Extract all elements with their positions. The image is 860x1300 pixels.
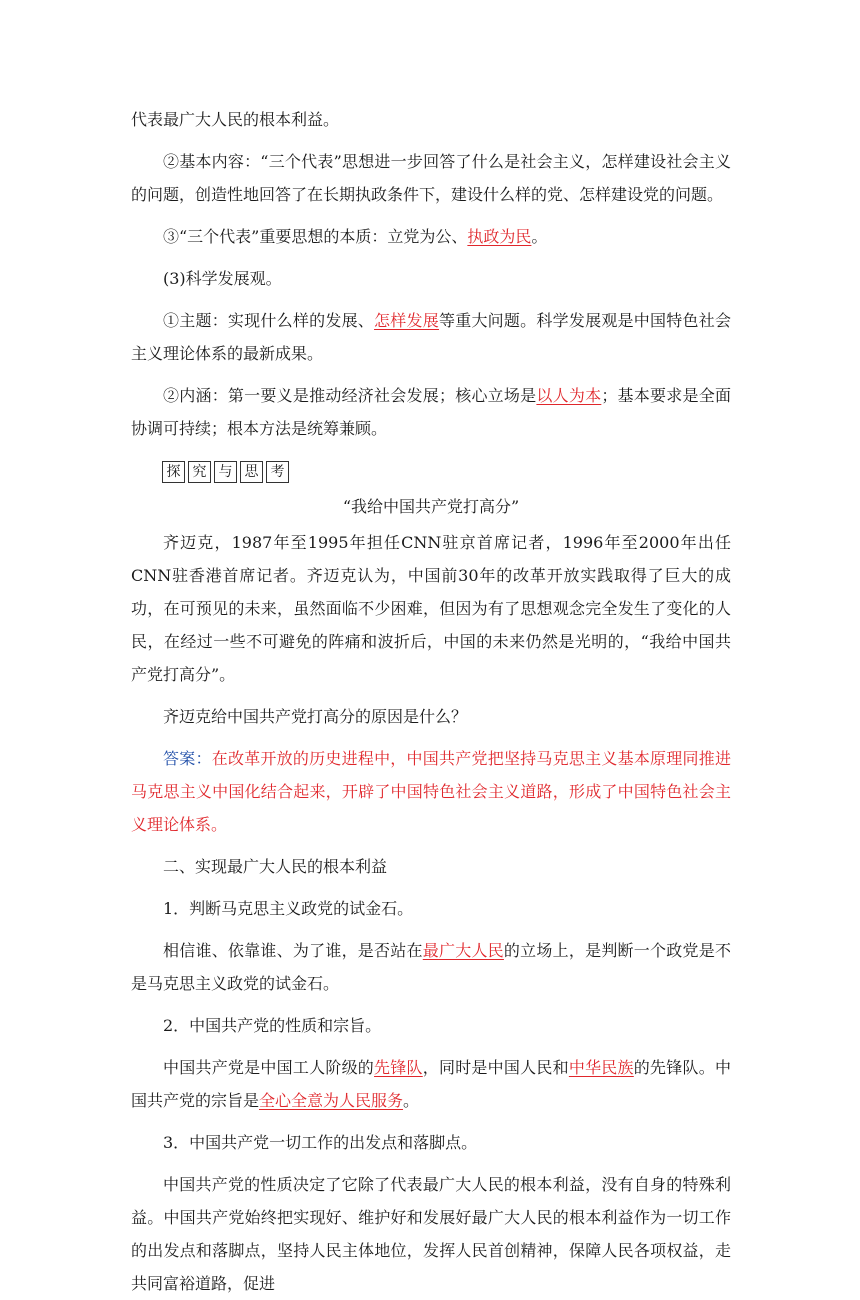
paragraph-theme <box>131 304 731 370</box>
paragraph-basic-content: ②基本内容：“三个代表”思想进一步回答了什么是社会主义，怎样建设社会主义的问题，创造性地回答了在长期执政条件下，建设什么样的党、怎样建设党的问题。 <box>131 152 731 204</box>
text-span: 中国共产党是中国工人阶级的 <box>163 1058 375 1077</box>
label-box: 探 <box>162 461 185 483</box>
label-box: 究 <box>188 461 211 483</box>
answer-label: 答案： <box>163 749 212 768</box>
answer-blank: 执政为民 <box>467 227 532 246</box>
label-box: 考 <box>266 461 289 483</box>
answer-blank: 中华民族 <box>568 1058 634 1077</box>
label-box: 与 <box>214 461 237 483</box>
section-heading: 二、实现最广大人民的根本利益 <box>163 857 388 876</box>
text-span: ③“三个代表”重要思想的本质：立党为公、 <box>163 227 468 246</box>
text-span: ①主题：实现什么样的发展、 <box>163 311 375 330</box>
paragraph-touchstone <box>131 934 731 1000</box>
subheading-starting-point: 3．中国共产党一切工作的出发点和落脚点。 <box>163 1133 478 1152</box>
subheading-nature: 2．中国共产党的性质和宗旨。 <box>163 1016 382 1035</box>
explore-think-label <box>162 454 731 490</box>
case-answer <box>131 742 731 841</box>
text-span: 的先锋队。中国共产党的宗旨是 <box>131 1058 731 1110</box>
text-span: 。 <box>531 227 548 246</box>
answer-blank: 先锋队 <box>374 1058 423 1077</box>
answer-blank: 怎样发展 <box>374 311 439 330</box>
text-span: ②内涵：第一要义是推动经济社会发展；核心立场是 <box>163 386 537 405</box>
paragraph-connotation <box>131 379 731 445</box>
text-span: 相信谁、依靠谁、为了谁，是否站在 <box>163 941 423 960</box>
paragraph-nature <box>131 1051 731 1117</box>
answer-text: 在改革开放的历史进程中，中国共产党把坚持马克思主义基本原理同推进马克思主义中国化结合起来，开辟了中国特色社会主义道路，形成了中国特色社会主义理论体系。 <box>131 749 731 834</box>
subheading-touchstone: 1．判断马克思主义政党的试金石。 <box>163 899 414 918</box>
text-span: ，同时是中国人民和 <box>422 1058 569 1077</box>
text-line: 代表最广大人民的根本利益。 <box>131 110 340 129</box>
answer-blank: 全心全意为人民服务 <box>259 1091 404 1110</box>
text-span: 的立场上，是判断一个政党是不是马克思主义政党的试金石。 <box>131 941 731 993</box>
document-content <box>131 103 731 1300</box>
answer-blank: 最广大人民 <box>422 941 504 960</box>
label-box: 思 <box>240 461 263 483</box>
subheading-scientific-outlook: (3)科学发展观。 <box>163 269 282 288</box>
case-title: “我给中国共产党打高分” <box>342 497 520 516</box>
text-span: ；基本要求是全面协调可持续；根本方法是统筹兼顾。 <box>131 386 731 438</box>
case-question: 齐迈克给中国共产党打高分的原因是什么？ <box>163 707 468 726</box>
paragraph-essence <box>131 220 731 253</box>
text-span: 。 <box>403 1091 420 1110</box>
case-body: 齐迈克，1987年至1995年担任CNN驻京首席记者，1996年至2000年出任CNN驻香港首席记者。齐迈克认为，中国前30年的改革开放实践取得了巨大的成功，在可预见的未来，虽然面临不少困难，但因为有了思想观念完全发生了变化的人民，在经过一些不可避免的阵痛和波折后，中国的未来仍然是光明的，“我给中国共产党打高分”。 <box>131 533 731 684</box>
paragraph-starting-point: 中国共产党的性质决定了它除了代表最广大人民的根本利益，没有自身的特殊利益。中国共产党始终把实现好、维护好和发展好最广大人民的根本利益作为一切工作的出发点和落脚点，坚持人民主体地位，发挥人民首创精神，保障人民各项权益，走共同富裕道路，促进 <box>131 1175 731 1293</box>
answer-blank: 以人为本 <box>536 386 602 405</box>
text-span: 等重大问题。科学发展观是中国特色社会主义理论体系的最新成果。 <box>131 311 731 363</box>
